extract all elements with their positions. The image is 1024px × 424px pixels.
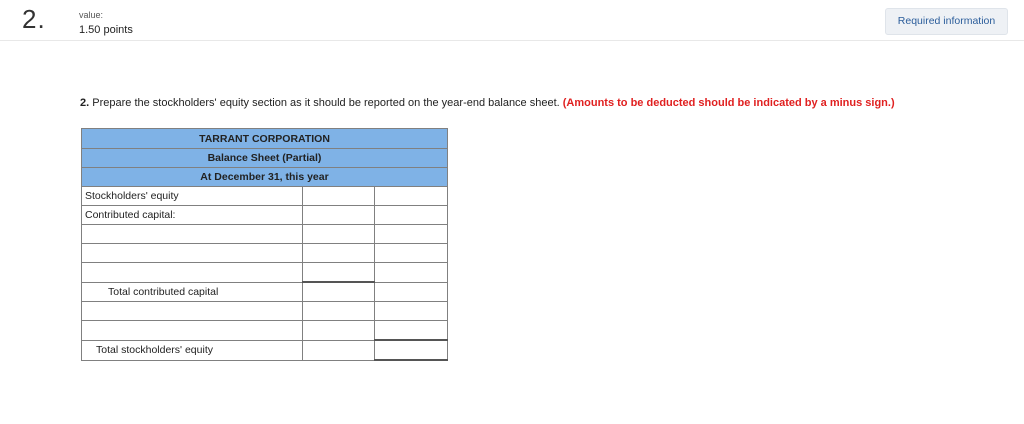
question-number: 2. bbox=[22, 4, 46, 34]
amount-input-col1[interactable] bbox=[302, 302, 375, 321]
prompt-number: 2. bbox=[80, 97, 90, 109]
row-label: Contributed capital: bbox=[82, 206, 303, 225]
company-name: TARRANT CORPORATION bbox=[82, 129, 448, 149]
row-label-input[interactable] bbox=[82, 225, 303, 244]
row-label-input[interactable] bbox=[82, 263, 303, 283]
question-header bbox=[0, 0, 1024, 41]
sheet-header-row bbox=[82, 168, 448, 187]
sheet-header-row bbox=[82, 149, 448, 168]
amount-input-col2[interactable] bbox=[375, 206, 448, 225]
sheet-header-row bbox=[82, 129, 448, 149]
amount-input-col1[interactable] bbox=[302, 263, 375, 283]
amount-input-col2[interactable] bbox=[375, 282, 448, 302]
table-row bbox=[82, 321, 448, 341]
amount-input-col2[interactable] bbox=[375, 321, 448, 341]
amount-input-col1[interactable] bbox=[302, 225, 375, 244]
table-row bbox=[82, 206, 448, 225]
amount-input-col2[interactable] bbox=[375, 302, 448, 321]
amount-input-col2[interactable] bbox=[375, 244, 448, 263]
amount-input-col1[interactable] bbox=[302, 282, 375, 302]
table-row bbox=[82, 282, 448, 302]
table-row bbox=[82, 244, 448, 263]
row-label-input[interactable] bbox=[82, 302, 303, 321]
prompt-text: Prepare the stockholders' equity section as it should be reported on the year-end balance sheet. bbox=[92, 97, 560, 109]
amount-input-col2[interactable] bbox=[375, 340, 448, 360]
amount-input-col1[interactable] bbox=[302, 321, 375, 341]
total-contributed-capital-label: Total contributed capital bbox=[82, 282, 303, 302]
amount-input-col2[interactable] bbox=[375, 225, 448, 244]
row-label-input[interactable] bbox=[82, 244, 303, 263]
points-value: 1.50 points bbox=[79, 24, 133, 36]
prompt-note: (Amounts to be deducted should be indicated by a minus sign.) bbox=[562, 97, 895, 109]
amount-input-col1[interactable] bbox=[302, 187, 375, 206]
sheet-date: At December 31, this year bbox=[82, 168, 448, 187]
total-stockholders-equity-label: Total stockholders' equity bbox=[82, 340, 303, 360]
row-label: Stockholders' equity bbox=[82, 187, 303, 206]
sheet-title: Balance Sheet (Partial) bbox=[82, 149, 448, 168]
question-prompt bbox=[80, 97, 895, 109]
balance-sheet-table bbox=[81, 128, 448, 361]
amount-input-col2[interactable] bbox=[375, 187, 448, 206]
amount-input-col1[interactable] bbox=[302, 244, 375, 263]
value-label: value: bbox=[79, 10, 104, 20]
table-row bbox=[82, 263, 448, 283]
table-row bbox=[82, 302, 448, 321]
amount-input-col1[interactable] bbox=[302, 206, 375, 225]
amount-input-col1[interactable] bbox=[302, 340, 375, 360]
required-information-button[interactable]: Required information bbox=[885, 8, 1008, 35]
table-row bbox=[82, 187, 448, 206]
table-row bbox=[82, 340, 448, 360]
table-row bbox=[82, 225, 448, 244]
row-label-input[interactable] bbox=[82, 321, 303, 341]
amount-input-col2[interactable] bbox=[375, 263, 448, 283]
